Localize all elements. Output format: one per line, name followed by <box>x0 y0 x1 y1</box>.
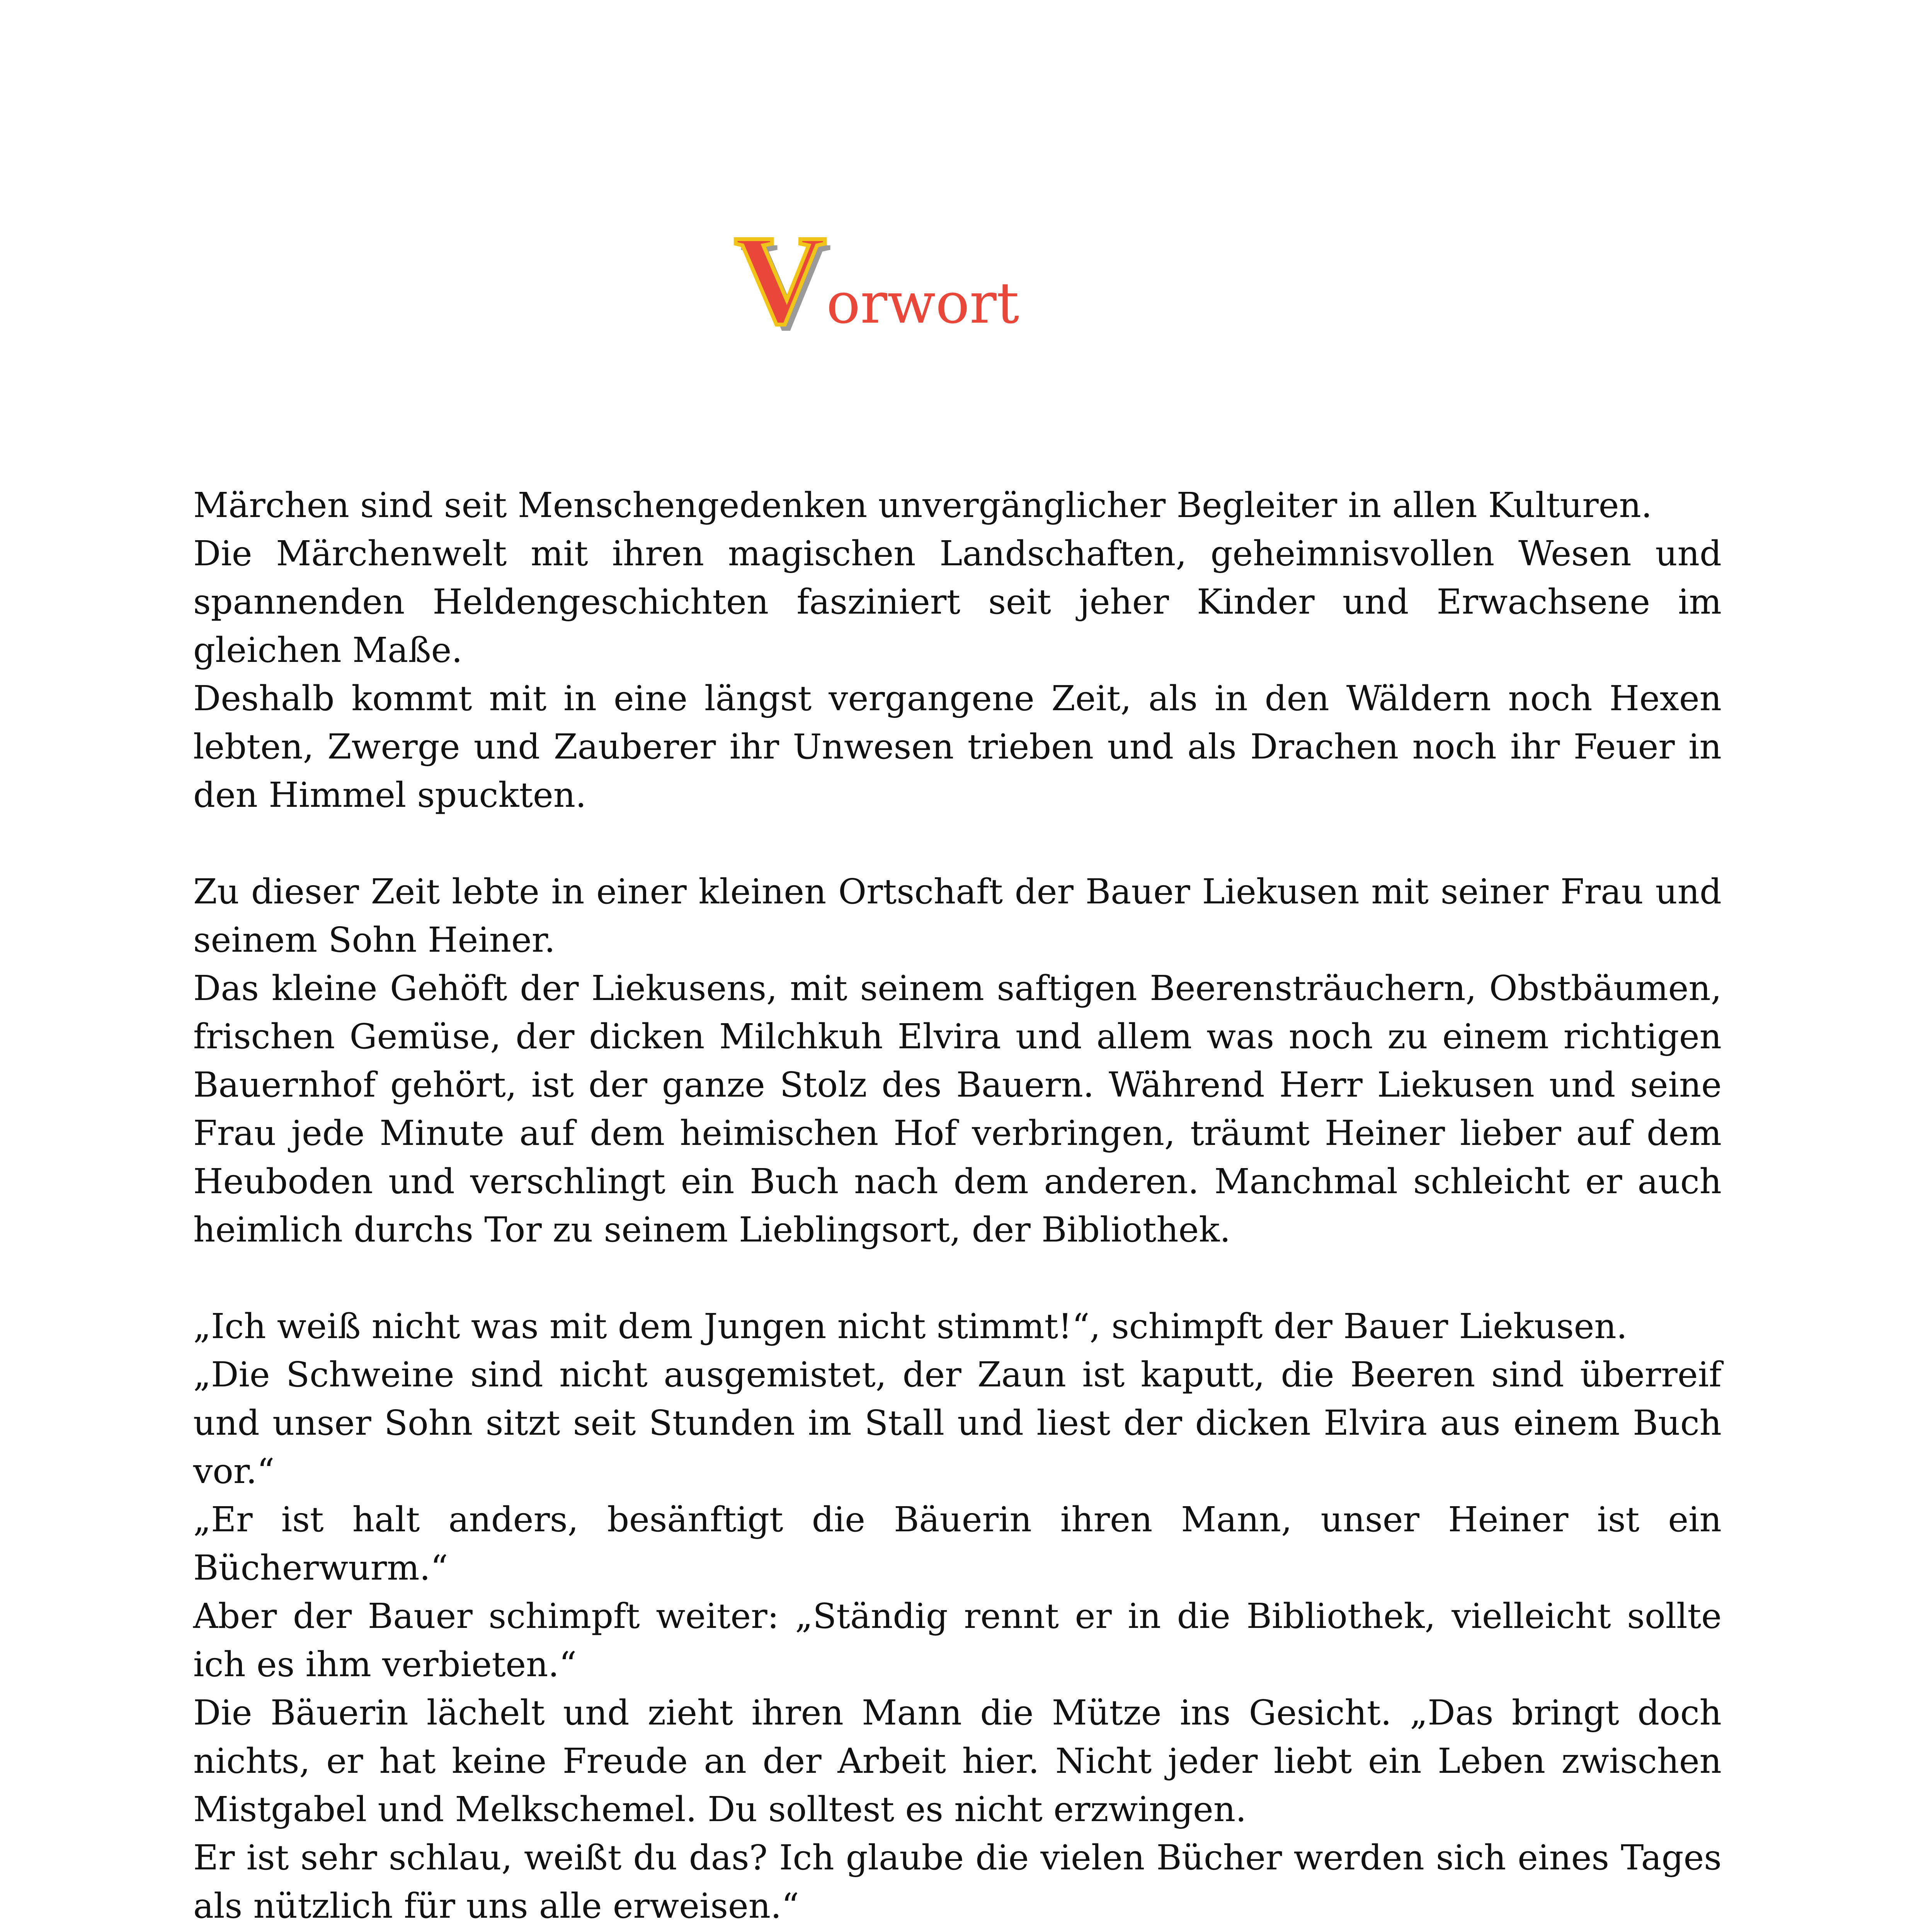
paragraph: Er ist sehr schlau, weißt du das? Ich glaube die vielen Bücher werden sich eines Tages als nützlich für uns alle erweisen.“ <box>193 1837 1722 1926</box>
paragraph: Die Märchenwelt mit ihren magischen Landschaften, geheimnisvollen Wesen und spannenden Heldengeschichten fasziniert seit jeher Kinder und Erwachsene im gleichen Maße. <box>193 533 1722 670</box>
paragraph: „Ich weiß nicht was mit dem Jungen nicht stimmt!“, schimpft der Bauer Liekusen. <box>193 1306 1627 1346</box>
paragraph: Deshalb kommt mit in eine längst vergangene Zeit, als in den Wäldern noch Hexen lebten, Zwerge und Zauberer ihr Unwesen trieben und als Drachen noch ihr Feuer in den Himmel spuckten. <box>193 678 1722 815</box>
paragraph: Märchen sind seit Menschengedenken unvergänglicher Begleiter in allen Kulturen. <box>193 485 1652 525</box>
chapter-title <box>734 209 1019 350</box>
decorative-initial: V <box>734 209 827 350</box>
chapter-title-rest: orwort <box>826 270 1019 336</box>
paragraph-gap <box>193 819 1722 867</box>
paragraph-gap <box>193 1254 1722 1302</box>
body-text <box>193 481 1722 1930</box>
paragraph: Zu dieser Zeit lebte in einer kleinen Ortschaft der Bauer Liekusen mit seiner Frau und seinem Sohn Heiner. <box>193 871 1722 960</box>
paragraph: „Die Schweine sind nicht ausgemistet, der Zaun ist kaputt, die Beeren sind überreif und unser Sohn sitzt seit Stunden im Stall und liest der dicken Elvira aus einem Buch vor.“ <box>193 1354 1722 1491</box>
paragraph: Aber der Bauer schimpft weiter: „Ständig rennt er in die Bibliothek, vielleicht sollte ich es ihm verbieten.“ <box>193 1596 1722 1684</box>
paragraph: „Er ist halt anders, besänftigt die Bäuerin ihren Mann, unser Heiner ist ein Bücherwurm.“ <box>193 1499 1722 1588</box>
paragraph: Die Bäuerin lächelt und zieht ihren Mann die Mütze ins Gesicht. „Das bringt doch nichts, er hat keine Freude an der Arbeit hier. Nicht jeder liebt ein Leben zwischen Mistgabel und Melkschemel. Du solltest es nicht erzwingen. <box>193 1692 1722 1829</box>
paragraph: Das kleine Gehöft der Liekusens, mit seinem saftigen Beerensträuchern, Obstbäumen, frischen Gemüse, der dicken Milchkuh Elvira und allem was noch zu einem richtigen Bauernhof gehört, ist der ganze Stolz des Bauern. Während Herr Liekusen und seine Frau jede Minute auf dem heimischen Hof verbringen, träumt Heiner lieber auf dem Heuboden und verschlingt ein Buch nach dem anderen. Manchmal schleicht er auch heimlich durchs Tor zu seinem Lieblingsort, der Bibliothek. <box>193 968 1722 1250</box>
